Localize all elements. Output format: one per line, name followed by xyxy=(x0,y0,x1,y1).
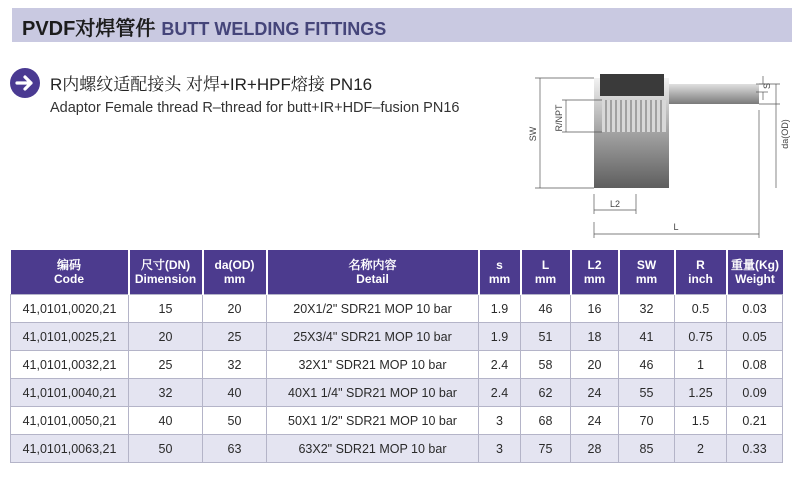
table-row xyxy=(11,323,783,351)
cell-r: 1 xyxy=(675,351,727,379)
cell-code: 41,0101,0032,21 xyxy=(11,351,129,379)
label-r: R/NPT xyxy=(554,104,564,132)
cell-da: 63 xyxy=(203,435,267,463)
cell-l2: 28 xyxy=(571,435,619,463)
cell-code: 41,0101,0050,21 xyxy=(11,407,129,435)
col-header-sw: SW mm xyxy=(619,250,675,295)
cell-detail: 25X3/4" SDR21 MOP 10 bar xyxy=(267,323,479,351)
cell-r: 0.75 xyxy=(675,323,727,351)
cell-l: 51 xyxy=(521,323,571,351)
fitting-spigot xyxy=(669,84,759,104)
col-header-code: 编码 Code xyxy=(11,250,129,295)
col-header-l: L mm xyxy=(521,250,571,295)
cell-s: 3 xyxy=(479,407,521,435)
cell-weight: 0.05 xyxy=(727,323,783,351)
table-row xyxy=(11,295,783,323)
table-row xyxy=(11,407,783,435)
cell-dimension: 50 xyxy=(129,435,203,463)
cell-l: 62 xyxy=(521,379,571,407)
page-title xyxy=(22,12,386,41)
cell-sw: 70 xyxy=(619,407,675,435)
cell-l2: 24 xyxy=(571,407,619,435)
label-da: da(OD) xyxy=(780,119,790,149)
col-header-l2: L2 mm xyxy=(571,250,619,295)
cell-da: 32 xyxy=(203,351,267,379)
product-title-cn: R内螺纹适配接头 对焊+IR+HPF熔接 PN16 xyxy=(50,75,373,94)
cell-da: 25 xyxy=(203,323,267,351)
label-s: S xyxy=(762,82,772,90)
table-header-row xyxy=(11,250,783,295)
col-header-r: R inch xyxy=(675,250,727,295)
cell-dimension: 40 xyxy=(129,407,203,435)
cell-r: 0.5 xyxy=(675,295,727,323)
cell-weight: 0.08 xyxy=(727,351,783,379)
cell-code: 41,0101,0025,21 xyxy=(11,323,129,351)
cell-sw: 32 xyxy=(619,295,675,323)
table-row xyxy=(11,351,783,379)
fitting-cap xyxy=(600,74,664,96)
cell-weight: 0.03 xyxy=(727,295,783,323)
table-row xyxy=(11,379,783,407)
page-subtitle: BUTT WELDING FITTINGS xyxy=(161,19,387,39)
cell-weight: 0.21 xyxy=(727,407,783,435)
cell-sw: 46 xyxy=(619,351,675,379)
col-header-weight: 重量(Kg) Weight xyxy=(727,250,783,295)
cell-code: 41,0101,0040,21 xyxy=(11,379,129,407)
cell-l: 58 xyxy=(521,351,571,379)
col-header-s: s mm xyxy=(479,250,521,295)
cell-l: 46 xyxy=(521,295,571,323)
cell-dimension: 25 xyxy=(129,351,203,379)
cell-dimension: 20 xyxy=(129,323,203,351)
cell-weight: 0.33 xyxy=(727,435,783,463)
cell-sw: 55 xyxy=(619,379,675,407)
label-sw: SW xyxy=(528,126,538,142)
cell-da: 20 xyxy=(203,295,267,323)
cell-s: 3 xyxy=(479,435,521,463)
cell-l: 68 xyxy=(521,407,571,435)
technical-drawing xyxy=(518,62,803,244)
cell-s: 2.4 xyxy=(479,379,521,407)
page-title-cn: PVDF对焊管件 xyxy=(22,18,156,40)
cell-dimension: 32 xyxy=(129,379,203,407)
cell-code: 41,0101,0063,21 xyxy=(11,435,129,463)
cell-code: 41,0101,0020,21 xyxy=(11,295,129,323)
cell-detail: 63X2" SDR21 MOP 10 bar xyxy=(267,435,479,463)
col-header-dimension: 尺寸(DN) Dimension xyxy=(129,250,203,295)
cell-s: 1.9 xyxy=(479,295,521,323)
cell-detail: 20X1/2" SDR21 MOP 10 bar xyxy=(267,295,479,323)
cell-s: 2.4 xyxy=(479,351,521,379)
cell-l2: 24 xyxy=(571,379,619,407)
cell-dimension: 15 xyxy=(129,295,203,323)
cell-r: 1.5 xyxy=(675,407,727,435)
cell-s: 1.9 xyxy=(479,323,521,351)
cell-l: 75 xyxy=(521,435,571,463)
label-l2: L2 xyxy=(609,199,621,209)
cell-l2: 18 xyxy=(571,323,619,351)
cell-detail: 50X1 1/2" SDR21 MOP 10 bar xyxy=(267,407,479,435)
cell-sw: 41 xyxy=(619,323,675,351)
col-header-da: da(OD) mm xyxy=(203,250,267,295)
spec-table xyxy=(10,250,783,463)
cell-detail: 40X1 1/4" SDR21 MOP 10 bar xyxy=(267,379,479,407)
table-row xyxy=(11,435,783,463)
product-title-en: Adaptor Female thread R–thread for butt+IR+HDF–fusion PN16 xyxy=(50,100,460,116)
cell-r: 2 xyxy=(675,435,727,463)
cell-detail: 32X1" SDR21 MOP 10 bar xyxy=(267,351,479,379)
label-l: L xyxy=(673,222,679,232)
col-header-detail: 名称内容 Detail xyxy=(267,250,479,295)
cell-weight: 0.09 xyxy=(727,379,783,407)
cell-l2: 20 xyxy=(571,351,619,379)
cell-sw: 85 xyxy=(619,435,675,463)
arrow-right-icon xyxy=(10,68,40,98)
cell-da: 40 xyxy=(203,379,267,407)
cell-l2: 16 xyxy=(571,295,619,323)
cell-da: 50 xyxy=(203,407,267,435)
cell-r: 1.25 xyxy=(675,379,727,407)
